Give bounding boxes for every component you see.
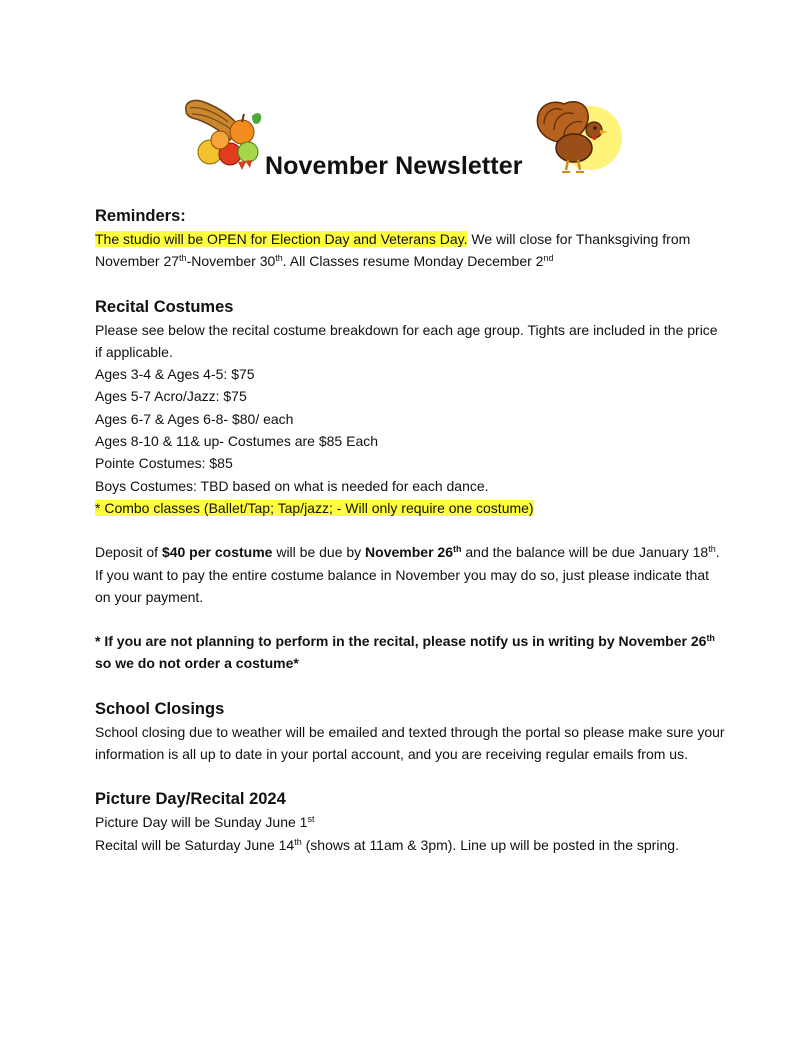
school-closings-heading: School Closings [95, 699, 225, 718]
newsletter-body [95, 204, 725, 856]
costumes-intro: Please see below the recital costume breakdown for each age group. Tights are included in the price if applicable. [95, 321, 718, 360]
reminders-section [95, 204, 725, 273]
school-closings-section [95, 697, 725, 766]
turkey-icon [528, 96, 624, 178]
newsletter-header [0, 96, 805, 186]
deposit-paragraph: Deposit of $40 per costume will be due by November 26th and the balance will be due January 18th. If you want to pay the entire costume balance in November you may do so, just please indicate that on your payment. [95, 544, 720, 605]
costume-item: Ages 5-7 Acro/Jazz: $75 [95, 388, 247, 405]
picture-day-heading: Picture Day/Recital 2024 [95, 790, 286, 809]
recital-costumes-section [95, 295, 725, 675]
costume-item: Ages 8-10 & 11& up- Costumes are $85 Each [95, 433, 379, 450]
reminders-heading: Reminders: [95, 207, 186, 225]
reminders-text: The studio will be OPEN for Election Day and Veterans Day. We will close for Thanksgiving from November 27th-November 30th. All Classes resume Monday December 2nd [95, 231, 691, 270]
costume-item: Pointe Costumes: $85 [95, 455, 233, 472]
picture-day-section [95, 787, 725, 856]
costume-item: Boys Costumes: TBD based on what is needed for each dance. [95, 477, 489, 494]
page-title: November Newsletter [265, 152, 523, 180]
costume-item: Ages 6-7 & Ages 6-8- $80/ each [95, 410, 294, 427]
open-days-highlight: The studio will be OPEN for Election Day and Veterans Day. [95, 231, 468, 247]
combo-note: * Combo classes (Ballet/Tap; Tap/jazz; - Will only require one costume) [95, 499, 534, 516]
cornucopia-icon [180, 96, 266, 176]
picture-day-line: Picture Day will be Sunday June 1st [95, 814, 315, 831]
school-closings-text: School closing due to weather will be emailed and texted through the portal so please make sure your information is all up to date in your portal account, and you are receiving regular emails from us. [95, 723, 725, 763]
recital-costumes-heading: Recital Costumes [95, 297, 234, 316]
recital-notice: * If you are not planning to perform in the recital, please notify us in writing by November 26th so we do not order a costume* [95, 633, 715, 672]
recital-date-line: Recital will be Saturday June 14th (shows at 11am & 3pm). Line up will be posted in the spring. [95, 836, 679, 853]
costume-item: Ages 3-4 & Ages 4-5: $75 [95, 366, 255, 383]
